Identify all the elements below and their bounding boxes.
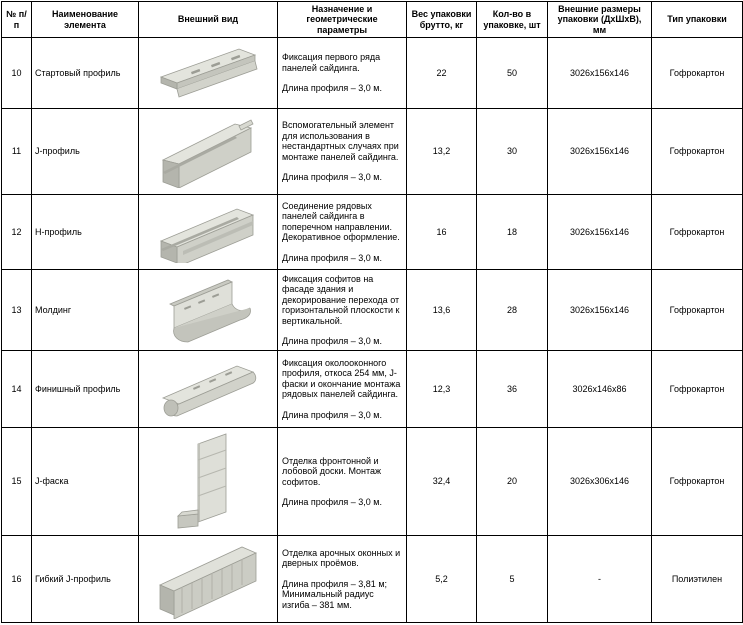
row-name: J-фаска xyxy=(32,428,139,536)
row-weight: 5,2 xyxy=(407,536,477,623)
row-qty: 5 xyxy=(477,536,548,623)
row-pack: Гофрокартон xyxy=(652,351,743,428)
header-pack: Тип упаковки xyxy=(652,2,743,38)
row-length: Длина профиля – 3,0 м. xyxy=(282,497,382,507)
row-num: 10 xyxy=(2,38,32,109)
row-weight: 32,4 xyxy=(407,428,477,536)
row-pack: Гофрокартон xyxy=(652,38,743,109)
table-row xyxy=(2,109,743,195)
row-length: Длина профиля – 3,0 м. xyxy=(282,172,382,183)
row-length: Длина профиля – 3,0 м. xyxy=(282,336,382,346)
row-dims: 3026х156х146 xyxy=(548,270,652,351)
row-weight: 22 xyxy=(407,38,477,109)
row-length: Длина профиля – 3,0 м. xyxy=(282,409,382,420)
row-qty: 36 xyxy=(477,351,548,428)
row-description: Отделка арочных оконных и дверных проёмов. xyxy=(282,547,401,569)
table-row xyxy=(2,195,743,270)
row-description: Фиксация первого ряда панелей сайдинга. xyxy=(282,52,381,73)
row-pack: Гофрокартон xyxy=(652,428,743,536)
row-length: Длина профиля – 3,0 м. xyxy=(282,83,382,94)
table-row xyxy=(2,351,743,428)
header-purpose: Назначение и геометрические параметры xyxy=(278,2,407,38)
row-qty: 30 xyxy=(477,109,548,195)
row-qty: 50 xyxy=(477,38,548,109)
header-weight: Вес упаковки брутто, кг xyxy=(407,2,477,38)
molding-image xyxy=(158,274,258,346)
row-dims: 3026х156х146 xyxy=(548,109,652,195)
row-num: 14 xyxy=(2,351,32,428)
header-row xyxy=(2,2,743,38)
row-description: Вспомогательный элемент для использования в нестандартных случаях при монтаже панелей сайдинга. xyxy=(282,120,399,162)
row-dims: - xyxy=(548,536,652,623)
row-qty: 18 xyxy=(477,195,548,270)
j-profile-image xyxy=(153,116,263,188)
row-description: Соединение рядовых панелей сайдинга в поперечном направлении. Декоративное оформление. xyxy=(282,200,400,243)
row-num: 13 xyxy=(2,270,32,351)
row-length: Длина профиля – 3,81 м; Минимальный радиус изгиба – 381 мм. xyxy=(282,578,388,610)
row-weight: 13,2 xyxy=(407,109,477,195)
row-name: Стартовый профиль xyxy=(32,38,139,109)
row-num: 11 xyxy=(2,109,32,195)
header-qty: Кол-во в упаковке, шт xyxy=(477,2,548,38)
row-description: Отделка фронтонной и лобовой доски. Монтаж софитов. xyxy=(282,455,382,487)
table-row xyxy=(2,428,743,536)
row-name: H-профиль xyxy=(32,195,139,270)
starter-profile-image xyxy=(153,43,263,103)
row-num: 15 xyxy=(2,428,32,536)
finish-profile-image xyxy=(153,358,263,420)
flexible-j-profile-image xyxy=(152,539,264,619)
row-weight: 13,6 xyxy=(407,270,477,351)
h-profile-image xyxy=(153,201,263,263)
row-dims: 3026х146х86 xyxy=(548,351,652,428)
row-num: 12 xyxy=(2,195,32,270)
products-table xyxy=(1,1,743,623)
row-weight: 12,3 xyxy=(407,351,477,428)
row-name: Финишный профиль xyxy=(32,351,139,428)
row-dims: 3026х306х146 xyxy=(548,428,652,536)
table-row xyxy=(2,270,743,351)
header-name: Наименование элемента xyxy=(32,2,139,38)
row-pack: Гофрокартон xyxy=(652,109,743,195)
row-description: Фиксация околооконного профиля, откоса 254 мм, J-фаски и окончание монтажа рядовых панелей сайдинга. xyxy=(282,357,401,400)
row-dims: 3026х156х146 xyxy=(548,38,652,109)
header-num: № п/п xyxy=(2,2,32,38)
table-row xyxy=(2,536,743,623)
header-look: Внешний вид xyxy=(139,2,278,38)
row-dims: 3026х156х146 xyxy=(548,195,652,270)
row-pack: Гофрокартон xyxy=(652,270,743,351)
row-weight: 16 xyxy=(407,195,477,270)
row-pack: Гофрокартон xyxy=(652,195,743,270)
header-dims: Внешние размеры упаковки (ДхШхВ), мм xyxy=(548,2,652,38)
row-name: J-профиль xyxy=(32,109,139,195)
row-length: Длина профиля – 3,0 м. xyxy=(282,252,382,263)
row-qty: 28 xyxy=(477,270,548,351)
row-description: Фиксация софитов на фасаде здания и декорирование перехода от горизонтальной плоскости к вертикальной. xyxy=(282,273,400,326)
table-row xyxy=(2,38,743,109)
row-num: 16 xyxy=(2,536,32,623)
row-qty: 20 xyxy=(477,428,548,536)
j-chamfer-image xyxy=(168,432,248,532)
row-name: Молдинг xyxy=(32,270,139,351)
row-pack: Полиэтилен xyxy=(652,536,743,623)
row-name: Гибкий J-профиль xyxy=(32,536,139,623)
